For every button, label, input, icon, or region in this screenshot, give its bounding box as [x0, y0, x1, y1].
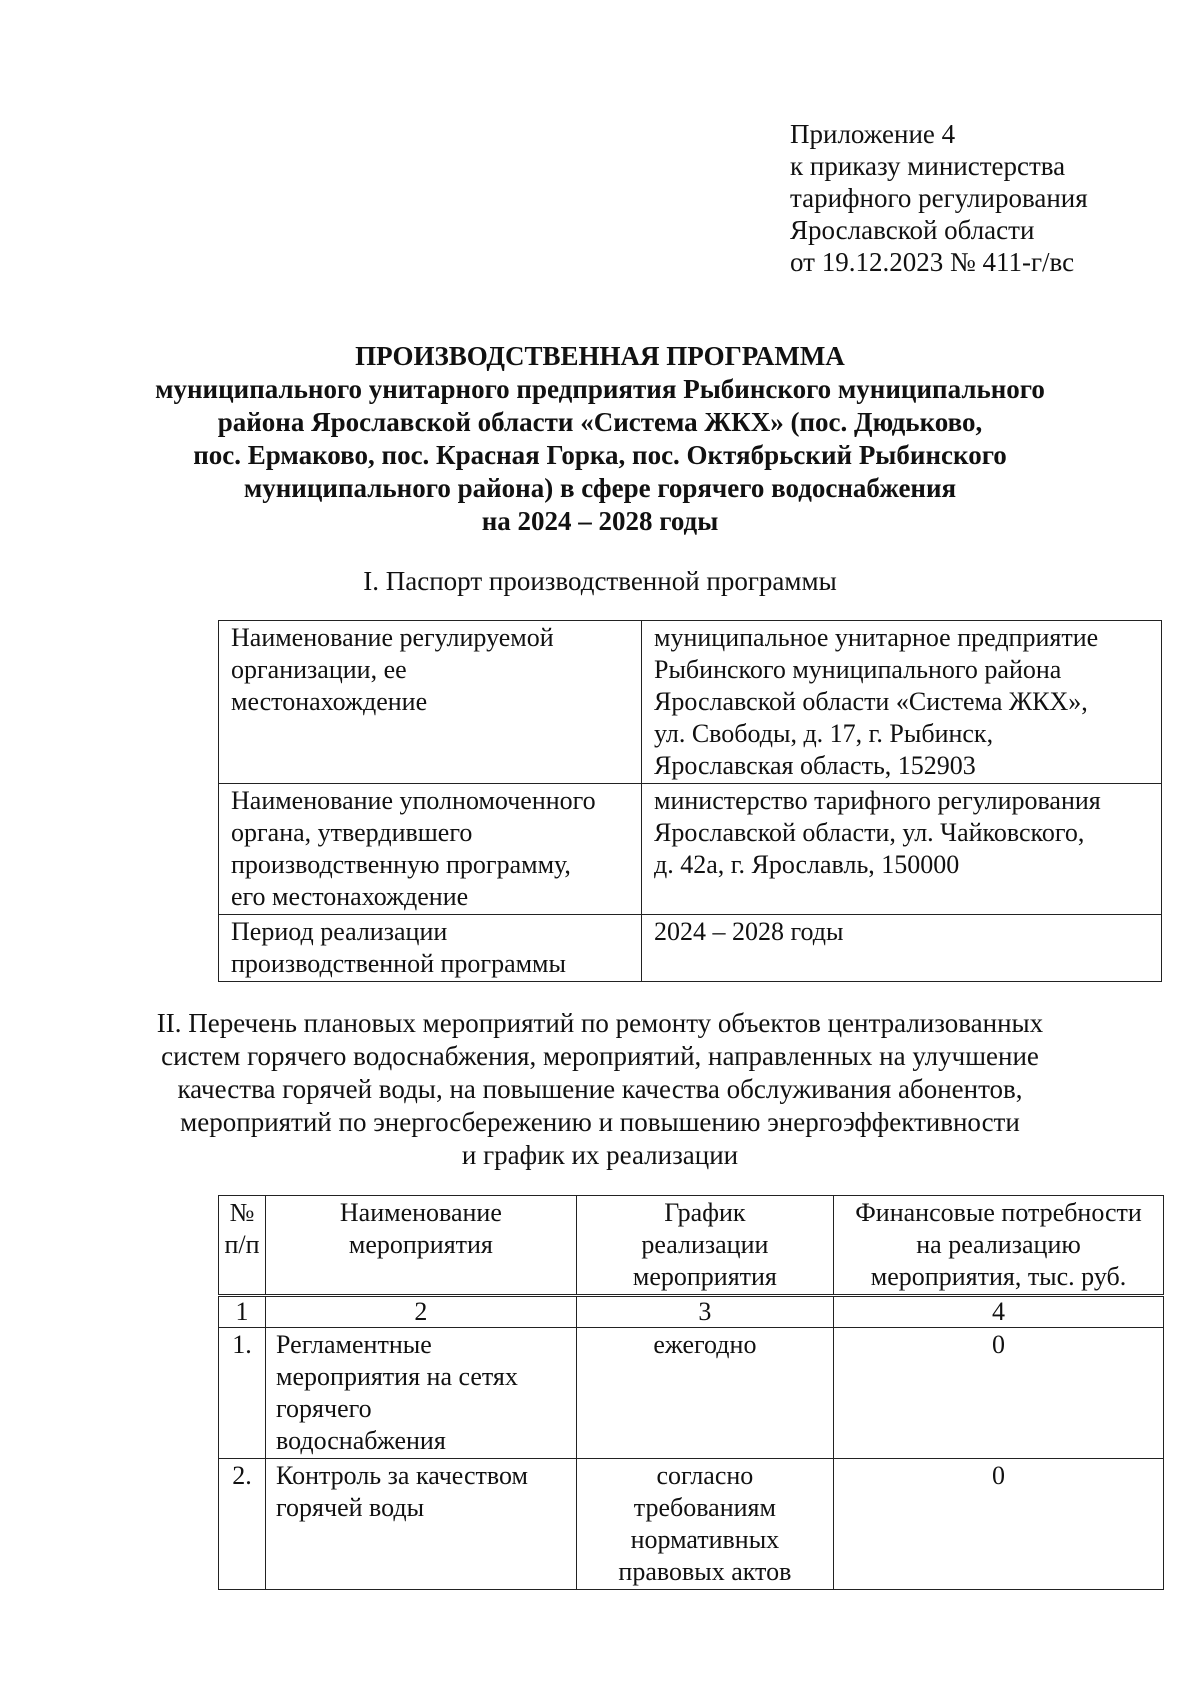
section-heading-line: качества горячей воды, на повышение качества обслуживания абонентов,: [177, 1074, 1023, 1104]
event-finance: 0: [834, 1328, 1164, 1459]
passport-key-line: производственную программу,: [231, 850, 571, 879]
events-header-row: [219, 1196, 1164, 1296]
passport-key-line: органа, утвердившего: [231, 818, 473, 847]
table-row: [219, 1459, 1164, 1590]
event-name: [266, 1328, 577, 1459]
column-number: 4: [834, 1296, 1164, 1328]
passport-value-cell: [642, 621, 1162, 784]
appendix-line: Приложение 4: [790, 119, 956, 149]
event-schedule: [576, 1328, 833, 1459]
passport-row: [219, 784, 1162, 915]
passport-value-line: 2024 – 2028 годы: [654, 917, 844, 946]
passport-value-cell: [642, 784, 1162, 915]
passport-key-line: Наименование уполномоченного: [231, 786, 596, 815]
passport-key-cell: [219, 784, 642, 915]
column-header-line: мероприятия, тыс. руб.: [870, 1262, 1127, 1291]
column-header: [576, 1196, 833, 1296]
section-2-heading: [150, 1007, 1050, 1172]
title-line: ПРОИЗВОДСТВЕННАЯ ПРОГРАММА: [355, 341, 845, 371]
column-header-line: мероприятия: [348, 1230, 493, 1259]
passport-row: [219, 915, 1162, 982]
column-header: [834, 1196, 1164, 1296]
appendix-line: тарифного регулирования: [790, 183, 1088, 213]
column-number-row: [219, 1296, 1164, 1328]
column-header-line: Финансовые потребности: [855, 1198, 1142, 1227]
event-name: [266, 1459, 577, 1590]
passport-row: [219, 621, 1162, 784]
section-heading-line: мероприятий по энергосбережению и повышению энергоэффективности: [180, 1107, 1020, 1137]
passport-value-line: Ярославской области «Система ЖКХ»,: [654, 687, 1088, 716]
passport-key-cell: [219, 915, 642, 982]
event-name-line: водоснабжения: [276, 1426, 446, 1455]
section-heading-line: систем горячего водоснабжения, мероприятий, направленных на улучшение: [161, 1041, 1039, 1071]
section-heading-line: II. Перечень плановых мероприятий по ремонту объектов централизованных: [156, 1008, 1044, 1038]
title-line: района Ярославской области «Система ЖКХ» (пос. Дюдьково,: [217, 407, 983, 437]
passport-key-line: его местонахождение: [231, 882, 469, 911]
appendix-line: от 19.12.2023 № 411-г/вс: [790, 247, 1075, 277]
passport-key-line: организации, ее: [231, 655, 407, 684]
column-header-line: Наименование: [339, 1198, 502, 1227]
passport-value-line: ул. Свободы, д. 17, г. Рыбинск,: [654, 719, 994, 748]
column-header-line: №: [229, 1198, 255, 1227]
event-schedule-line: согласно: [656, 1461, 754, 1490]
passport-value-line: министерство тарифного регулирования: [654, 786, 1101, 815]
column-header-line: реализации: [641, 1230, 769, 1259]
title-line: на 2024 – 2028 годы: [481, 506, 719, 536]
table-row: [219, 1328, 1164, 1459]
event-schedule: [576, 1459, 833, 1590]
title-line: пос. Ермаково, пос. Красная Горка, пос. Октябрьский Рыбинского: [193, 440, 1007, 470]
event-name-line: Контроль за качеством: [276, 1461, 528, 1490]
column-header: [219, 1196, 266, 1296]
appendix-line: Ярославской области: [790, 215, 1035, 245]
event-name-line: горячей воды: [276, 1493, 425, 1522]
column-header-line: График: [664, 1198, 746, 1227]
event-schedule-line: нормативных: [630, 1525, 780, 1554]
column-number: 1: [219, 1296, 266, 1328]
column-header-line: мероприятия: [632, 1262, 777, 1291]
event-schedule-line: требованиям: [633, 1493, 776, 1522]
event-schedule-line: правовых актов: [618, 1557, 792, 1586]
appendix-note: [790, 118, 1088, 278]
passport-value-cell: [642, 915, 1162, 982]
column-header-line: на реализацию: [916, 1230, 1081, 1259]
event-name-line: Регламентные: [276, 1330, 432, 1359]
event-name-line: мероприятия на сетях: [276, 1362, 518, 1391]
document-title: [150, 340, 1050, 538]
passport-key-line: местонахождение: [231, 687, 428, 716]
events-table: [218, 1195, 1164, 1590]
passport-value-line: муниципальное унитарное предприятие: [654, 623, 1099, 652]
appendix-line: к приказу министерства: [790, 151, 1066, 181]
passport-key-cell: [219, 621, 642, 784]
section-heading-line: и график их реализации: [461, 1140, 739, 1170]
title-line: муниципального унитарного предприятия Рыбинского муниципального: [155, 374, 1045, 404]
section-heading-line: I. Паспорт производственной программы: [363, 566, 837, 596]
passport-value-line: Ярославской области, ул. Чайковского,: [654, 818, 1085, 847]
section-1-heading: [150, 565, 1050, 598]
passport-value-line: Рыбинского муниципального района: [654, 655, 1062, 684]
title-line: муниципального района) в сфере горячего водоснабжения: [243, 473, 957, 503]
column-header-line: п/п: [224, 1230, 260, 1259]
passport-value-line: Ярославская область, 152903: [654, 751, 976, 780]
passport-value-line: д. 42а, г. Ярославль, 150000: [654, 850, 960, 879]
column-header: [266, 1196, 577, 1296]
event-finance: 0: [834, 1459, 1164, 1590]
passport-key-line: производственной программы: [231, 949, 566, 978]
column-number: 2: [266, 1296, 577, 1328]
event-name-line: горячего: [276, 1394, 372, 1423]
column-number: 3: [576, 1296, 833, 1328]
row-number: 2.: [219, 1459, 266, 1590]
passport-key-line: Наименование регулируемой: [231, 623, 554, 652]
passport-key-line: Период реализации: [231, 917, 448, 946]
passport-table: [218, 620, 1162, 982]
event-schedule-line: ежегодно: [653, 1330, 757, 1359]
row-number: 1.: [219, 1328, 266, 1459]
